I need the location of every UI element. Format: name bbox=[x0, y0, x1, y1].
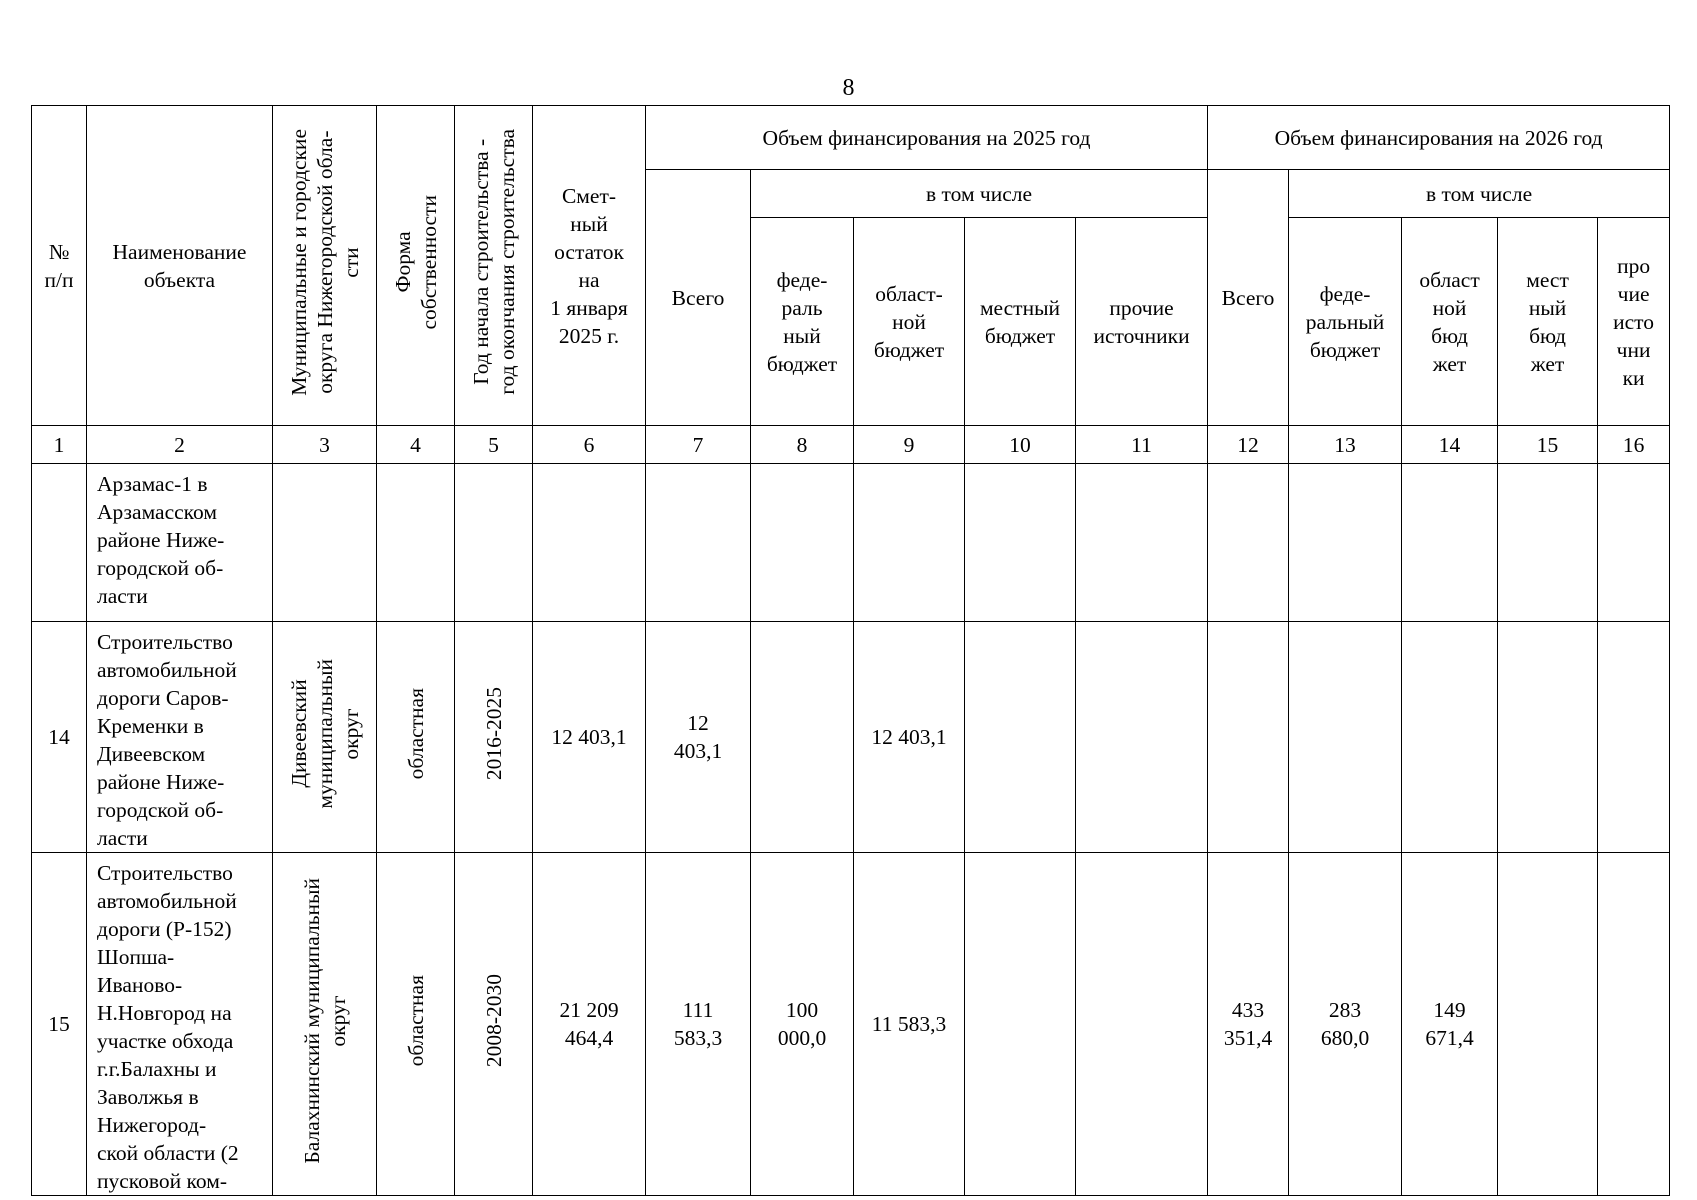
header-ownership bbox=[377, 106, 455, 426]
column-number-row bbox=[32, 426, 1670, 464]
header-num: № п/п bbox=[32, 106, 87, 426]
column-number: 7 bbox=[646, 426, 751, 464]
cell-name: Строительство автомобильной дороги (Р-152) Шопша- Иваново- Н.Новгород на участке обхода г.г.Балахны и Заволжья в Нижегород- ской области (2 пусковой ком- bbox=[87, 853, 273, 1196]
cell-loc-2025 bbox=[965, 464, 1076, 622]
cell-reg-2025: 11 583,3 bbox=[854, 853, 965, 1196]
header-loc-2026: мест ный бюд жет bbox=[1498, 218, 1598, 426]
header-remaining: Смет- ный остаток на 1 января 2025 г. bbox=[533, 106, 646, 426]
cell-municipal-label: Балахнинский муниципальный округ bbox=[299, 877, 350, 1164]
header-ownership-label: Форма собственности bbox=[390, 194, 441, 330]
cell-oth-2026 bbox=[1598, 853, 1670, 1196]
cell-oth-2025 bbox=[1076, 464, 1208, 622]
cell-years-label: 2016-2025 bbox=[481, 686, 506, 781]
cell-oth-2025 bbox=[1076, 853, 1208, 1196]
cell-reg-2025: 12 403,1 bbox=[854, 622, 965, 853]
cell-fed-2025 bbox=[751, 464, 854, 622]
financing-table bbox=[31, 105, 1670, 1196]
header-municipal-label: Муниципальные и городские округа Нижегородской обла- сти bbox=[286, 128, 363, 396]
cell-name: Арзамас-1 в Арзамасском районе Ниже- городской об- ласти bbox=[87, 464, 273, 622]
cell-total-2026 bbox=[1208, 622, 1289, 853]
cell-fed-2026 bbox=[1289, 464, 1402, 622]
header-reg-2026: област ной бюд жет bbox=[1402, 218, 1498, 426]
cell-num bbox=[32, 464, 87, 622]
column-number: 6 bbox=[533, 426, 646, 464]
header-years bbox=[455, 106, 533, 426]
cell-municipal bbox=[273, 464, 377, 622]
cell-fed-2026: 283 680,0 bbox=[1289, 853, 1402, 1196]
header-including-2026: в том числе bbox=[1289, 170, 1670, 218]
header-fin-2026: Объем финансирования на 2026 год bbox=[1208, 106, 1670, 170]
column-number: 9 bbox=[854, 426, 965, 464]
header-total-2025: Всего bbox=[646, 170, 751, 426]
cell-municipal-label: Дивеевский муниципальный округ bbox=[286, 658, 363, 809]
cell-years bbox=[455, 853, 533, 1196]
cell-name: Строительство автомобильной дороги Саров- Кременки в Дивеевском районе Ниже- городской об- ласти bbox=[87, 622, 273, 853]
header-fed-2026: феде- ральный бюджет bbox=[1289, 218, 1402, 426]
cell-total-2026 bbox=[1208, 464, 1289, 622]
cell-municipal bbox=[273, 853, 377, 1196]
header-fed-2025: феде- раль ный бюджет bbox=[751, 218, 854, 426]
cell-reg-2026 bbox=[1402, 622, 1498, 853]
cell-oth-2026 bbox=[1598, 464, 1670, 622]
header-loc-2025: местный бюджет bbox=[965, 218, 1076, 426]
cell-reg-2025 bbox=[854, 464, 965, 622]
header-years-label: Год начала строительства - год окончания строительства bbox=[468, 129, 519, 395]
cell-years bbox=[455, 464, 533, 622]
page-number: 8 bbox=[842, 75, 855, 101]
header-name: Наименование объекта bbox=[87, 106, 273, 426]
column-number: 12 bbox=[1208, 426, 1289, 464]
cell-loc-2026 bbox=[1498, 853, 1598, 1196]
cell-num: 14 bbox=[32, 622, 87, 853]
column-number: 3 bbox=[273, 426, 377, 464]
cell-total-2026: 433 351,4 bbox=[1208, 853, 1289, 1196]
cell-ownership-label: областная bbox=[403, 974, 428, 1067]
column-number: 5 bbox=[455, 426, 533, 464]
cell-num: 15 bbox=[32, 853, 87, 1196]
header-oth-2025: прочие источники bbox=[1076, 218, 1208, 426]
cell-loc-2025 bbox=[965, 622, 1076, 853]
column-number: 11 bbox=[1076, 426, 1208, 464]
cell-remaining bbox=[533, 464, 646, 622]
cell-years-label: 2008-2030 bbox=[481, 973, 506, 1068]
cell-oth-2026 bbox=[1598, 622, 1670, 853]
cell-ownership bbox=[377, 622, 455, 853]
cell-fed-2025: 100 000,0 bbox=[751, 853, 854, 1196]
cell-reg-2026 bbox=[1402, 464, 1498, 622]
cell-ownership bbox=[377, 853, 455, 1196]
column-number: 15 bbox=[1498, 426, 1598, 464]
column-number: 13 bbox=[1289, 426, 1402, 464]
header-fin-2025: Объем финансирования на 2025 год bbox=[646, 106, 1208, 170]
cell-total-2025: 111 583,3 bbox=[646, 853, 751, 1196]
header-including-2025: в том числе bbox=[751, 170, 1208, 218]
cell-fed-2026 bbox=[1289, 622, 1402, 853]
column-number: 10 bbox=[965, 426, 1076, 464]
header-total-2026: Всего bbox=[1208, 170, 1289, 426]
cell-remaining: 12 403,1 bbox=[533, 622, 646, 853]
header-oth-2026: про чие исто чни ки bbox=[1598, 218, 1670, 426]
column-number: 4 bbox=[377, 426, 455, 464]
cell-ownership bbox=[377, 464, 455, 622]
cell-total-2025 bbox=[646, 464, 751, 622]
header-reg-2025: област- ной бюджет bbox=[854, 218, 965, 426]
cell-ownership-label: областная bbox=[403, 687, 428, 780]
cell-fed-2025 bbox=[751, 622, 854, 853]
cell-remaining: 21 209 464,4 bbox=[533, 853, 646, 1196]
column-number: 1 bbox=[32, 426, 87, 464]
table-row bbox=[32, 464, 1670, 622]
column-number: 8 bbox=[751, 426, 854, 464]
table-row bbox=[32, 853, 1670, 1196]
cell-loc-2026 bbox=[1498, 464, 1598, 622]
cell-years bbox=[455, 622, 533, 853]
column-number: 14 bbox=[1402, 426, 1498, 464]
column-number: 16 bbox=[1598, 426, 1670, 464]
header-municipal bbox=[273, 106, 377, 426]
cell-municipal bbox=[273, 622, 377, 853]
cell-total-2025: 12 403,1 bbox=[646, 622, 751, 853]
table-row bbox=[32, 622, 1670, 853]
cell-oth-2025 bbox=[1076, 622, 1208, 853]
cell-loc-2025 bbox=[965, 853, 1076, 1196]
cell-loc-2026 bbox=[1498, 622, 1598, 853]
cell-reg-2026: 149 671,4 bbox=[1402, 853, 1498, 1196]
column-number: 2 bbox=[87, 426, 273, 464]
